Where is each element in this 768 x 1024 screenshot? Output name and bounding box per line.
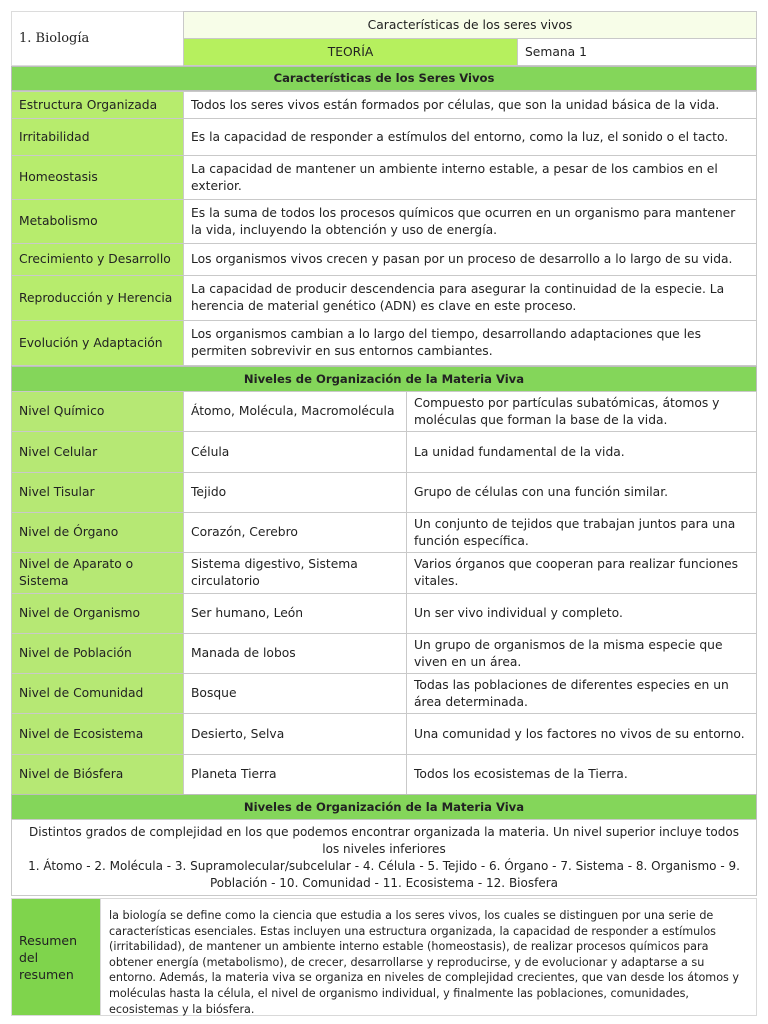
levels-summary-body bbox=[11, 819, 757, 896]
document-title: Características de los seres vivos bbox=[183, 11, 757, 39]
level-example: Ser humano, León bbox=[183, 593, 407, 634]
level-description: Todas las poblaciones de diferentes especies en un área determinada. bbox=[406, 673, 757, 714]
characteristic-text: Todos los seres vivos están formados por células, que son la unidad básica de la vida. bbox=[183, 91, 757, 119]
level-label: Nivel de Organismo bbox=[11, 593, 184, 634]
level-description: Compuesto por partículas subatómicas, átomos y moléculas que forman la base de la vida. bbox=[406, 391, 757, 432]
level-example: Bosque bbox=[183, 673, 407, 714]
levels-summary-intro: Distintos grados de complejidad en los que podemos encontrar organizada la materia. Un nivel superior incluye todos los niveles inferiores bbox=[29, 824, 739, 856]
level-description: Varios órganos que cooperan para realizar funciones vitales. bbox=[406, 552, 757, 594]
subject-logo bbox=[11, 11, 184, 66]
characteristic-text: La capacidad de mantener un ambiente interno estable, a pesar de los cambios en el exterior. bbox=[183, 155, 757, 200]
level-label: Nivel Químico bbox=[11, 391, 184, 432]
level-example: Tejido bbox=[183, 472, 407, 513]
doc-type: TEORÍA bbox=[183, 38, 518, 66]
level-example: Desierto, Selva bbox=[183, 713, 407, 755]
level-label: Nivel de Biósfera bbox=[11, 754, 184, 795]
level-description: Un ser vivo individual y completo. bbox=[406, 593, 757, 634]
week-label: Semana 1 bbox=[517, 38, 757, 66]
level-example: Manada de lobos bbox=[183, 633, 407, 674]
levels-summary-list: 1. Átomo - 2. Molécula - 3. Supramolecular/subcelular - 4. Célula - 5. Tejido - 6. Órgano - 7. Sistema - 8. Organismo - 9. Población - 10. Comunidad - 11. Ecosistema - 12. Biosfera bbox=[28, 858, 740, 890]
levels-summary-heading: Niveles de Organización de la Materia Viva bbox=[11, 794, 757, 820]
level-label: Nivel de Comunidad bbox=[11, 673, 184, 714]
level-label: Nivel de Aparato o Sistema bbox=[11, 552, 184, 594]
level-label: Nivel Tisular bbox=[11, 472, 184, 513]
level-example: Corazón, Cerebro bbox=[183, 512, 407, 553]
characteristic-label: Homeostasis bbox=[11, 155, 184, 200]
level-description: Grupo de células con una función similar. bbox=[406, 472, 757, 513]
characteristic-text: Es la suma de todos los procesos químicos que ocurren en un organismo para mantener la vida, incluyendo la obtención y uso de energía. bbox=[183, 199, 757, 244]
level-description: La unidad fundamental de la vida. bbox=[406, 431, 757, 473]
level-example: Sistema digestivo, Sistema circulatorio bbox=[183, 552, 407, 594]
characteristics-heading: Características de los Seres Vivos bbox=[11, 66, 757, 91]
level-label: Nivel de Población bbox=[11, 633, 184, 674]
summary-label: Resumen del resumen bbox=[11, 898, 101, 1016]
characteristic-label: Irritabilidad bbox=[11, 118, 184, 156]
characteristic-text: Los organismos cambian a lo largo del tiempo, desarrollando adaptaciones que les permiten sobrevivir en sus entornos cambiantes. bbox=[183, 320, 757, 366]
levels-heading: Niveles de Organización de la Materia Viva bbox=[11, 366, 757, 392]
characteristic-label: Crecimiento y Desarrollo bbox=[11, 243, 184, 276]
summary-text: la biología se define como la ciencia que estudia a los seres vivos, los cuales se distinguen por una serie de características esenciales. Estas incluyen una estructura organizada, la capacidad de responder a estímulos (irritabilidad), de mantener un ambiente interno estable (homeostasis), de realizar procesos químicos para obtener energía (metabolismo), de crecer, desarrollarse y reproducirse, y de evolucionar y adaptarse a su entorno. Además, la materia viva se organiza en niveles de complejidad crecientes, que van desde los átomos y moléculas hasta la célula, el nivel de organismo individual, y finalmente las poblaciones, comunidades, ecosistemas y la biósfera. bbox=[100, 898, 757, 1016]
level-label: Nivel de Órgano bbox=[11, 512, 184, 553]
level-example: Átomo, Molécula, Macromolécula bbox=[183, 391, 407, 432]
characteristic-text: La capacidad de producir descendencia para asegurar la continuidad de la especie. La herencia de material genético (ADN) es clave en este proceso. bbox=[183, 275, 757, 321]
characteristic-text: Los organismos vivos crecen y pasan por un proceso de desarrollo a lo largo de su vida. bbox=[183, 243, 757, 276]
level-description: Un conjunto de tejidos que trabajan juntos para una función específica. bbox=[406, 512, 757, 553]
level-description: Todos los ecosistemas de la Tierra. bbox=[406, 754, 757, 795]
level-description: Un grupo de organismos de la misma especie que viven en un área. bbox=[406, 633, 757, 674]
subject-label: 1. Biología bbox=[19, 31, 90, 46]
level-example: Planeta Tierra bbox=[183, 754, 407, 795]
characteristic-label: Estructura Organizada bbox=[11, 91, 184, 119]
level-description: Una comunidad y los factores no vivos de su entorno. bbox=[406, 713, 757, 755]
characteristic-label: Metabolismo bbox=[11, 199, 184, 244]
level-label: Nivel de Ecosistema bbox=[11, 713, 184, 755]
level-label: Nivel Celular bbox=[11, 431, 184, 473]
characteristic-label: Reproducción y Herencia bbox=[11, 275, 184, 321]
level-example: Célula bbox=[183, 431, 407, 473]
characteristic-label: Evolución y Adaptación bbox=[11, 320, 184, 366]
characteristic-text: Es la capacidad de responder a estímulos del entorno, como la luz, el sonido o el tacto. bbox=[183, 118, 757, 156]
